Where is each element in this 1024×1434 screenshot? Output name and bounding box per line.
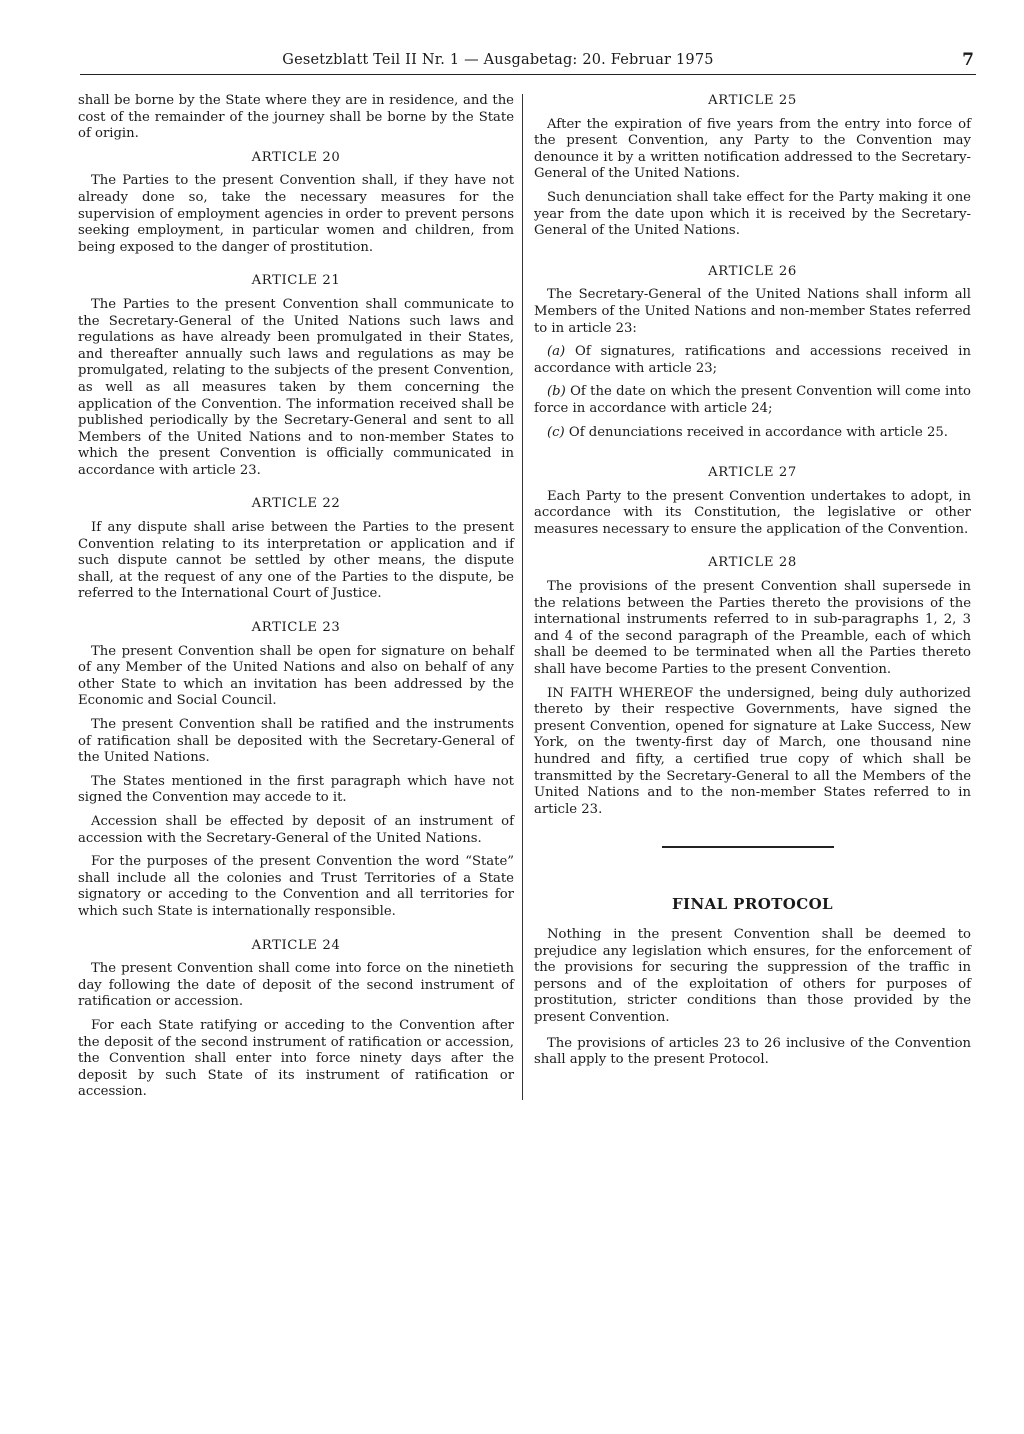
continuation-paragraph: shall be borne by the State where they are in residence, and the cost of the remainder of the journey shall be borne by the State of origin. [78,93,514,142]
final-protocol-title: FINAL PROTOCOL [672,895,833,914]
running-title: Gesetzblatt Teil II Nr. 1 — Ausgabetag: 20. Februar 1975 [282,52,714,68]
item-b-label: (b) [547,384,566,400]
article-24-paragraph-2: For each State ratifying or acceding to the Convention after the deposit of the second instrument of ratification or accession, the Convention shall enter into force ninety days after the deposit by such State of its instrument of ratification or accession. [78,1017,514,1100]
article-28-title: ARTICLE 28 [708,555,797,571]
article-25-paragraph-1: After the expiration of five years from the entry into force of the present Convention, any Party to the Convention may denounce it by a written notification addressed to the Secretary-General of the United Nations. [534,116,971,182]
article-26-item-a [534,344,971,377]
item-b-text: Of the date on which the present Convention will come into force in accordance with article 24; [534,384,971,416]
article-21-paragraph-1: The Parties to the present Convention shall communicate to the Secretary-General of the United Nations such laws and regulations as have already been promulgated in their States, and thereafter annually such laws and regulations as may be promulgated, relating to the subjects of the present Convention, as well as all measures taken by them concerning the application of the Convention. The information received shall be published periodically by the Secretary-General and sent to all Members of the United Nations and to non-member States to which the present Convention is officially communicated in accordance with article 23. [78,296,514,478]
article-25-title: ARTICLE 25 [708,93,797,108]
item-c-label: (c) [547,424,565,440]
article-26-title: ARTICLE 26 [708,263,797,279]
right-column [534,93,971,1069]
article-23-paragraph-2: The present Convention shall be ratified and the instruments of ratification shall be deposited with the Secretary-General of the United Nations. [78,717,514,766]
article-22-paragraph-1: If any dispute shall arise between the Parties to the present Convention relating to its interpretation or application and if such dispute cannot be settled by other means, the dispute shall, at the request of any one of the Parties to the dispute, be referred to the International Court of Justice. [78,520,514,602]
article-26-paragraph-1: The Secretary-General of the United Nations shall inform all Members of the United Nations and non-member States referred to in article 23: [534,287,971,336]
article-26-item-b [534,384,971,417]
article-20-paragraph-1: The Parties to the present Convention shall, if they have not already done so, take the necessary measures for the supervision of employment agencies in order to prevent persons seeking employment, in particular women and children, from being exposed to the danger of prostitution. [78,173,514,255]
article-23-paragraph-5: For the purposes of the present Convention the word “State” shall include all the colonies and Trust Territories of a State signatory or acceding to the Convention and all territories for which such State is internationally responsible. [78,854,514,919]
article-28-paragraph-2: IN FAITH WHEREOF the undersigned, being duly authorized thereto by their respective Governments, have signed the present Convention, opened for signature at Lake Success, New York, on the twenty-first day of March, one thousand nine hundred and fifty, a certified true copy of which shall be transmitted by the Secretary-General to all the Members of the United Nations and to the non-member States referred to in article 23. [534,685,971,817]
article-28-paragraph-1: The provisions of the present Convention shall supersede in the relations between the Parties thereto the provisions of the international instruments referred to in sub-paragraphs 1, 2, 3 and 4 of the second paragraph of the Preamble, each of which shall be deemed to be terminated when all the Parties thereto shall have become Parties to the present Convention. [534,579,971,678]
article-26-item-c [534,425,971,442]
article-23-title: ARTICLE 23 [251,620,341,636]
item-a-label: (a) [547,344,566,360]
article-25-paragraph-2: Such denunciation shall take effect for the Party making it one year from the date upon which it is received by the Secretary-General of the United Nations. [534,189,971,239]
column-divider [522,94,523,1100]
article-20-title: ARTICLE 20 [251,149,341,165]
article-24-paragraph-1: The present Convention shall come into force on the ninetieth day following the date of deposit of the second instrument of ratification or accession. [78,961,514,1010]
final-protocol-paragraph-2: The provisions of articles 23 to 26 inclusive of the Convention shall apply to the present Protocol. [534,1035,971,1068]
article-27-title: ARTICLE 27 [708,465,797,481]
item-a-text: Of signatures, ratifications and accessions received in accordance with article 23; [534,344,971,376]
article-27-paragraph-1: Each Party to the present Convention undertakes to adopt, in accordance with its Constitution, the legislative or other measures necessary to ensure the application of the Convention. [534,488,971,537]
article-21-title: ARTICLE 21 [251,273,341,289]
article-23-paragraph-3: The States mentioned in the first paragraph which have not signed the Convention may accede to it. [78,773,514,806]
page-number: 7 [962,50,974,70]
article-23-paragraph-4: Accession shall be effected by deposit of an instrument of accession with the Secretary-General of the United Nations. [78,813,514,846]
article-24-title: ARTICLE 24 [251,937,341,953]
page-header [80,50,976,75]
article-23-paragraph-1: The present Convention shall be open for signature on behalf of any Member of the United Nations and also on behalf of any other State to which an invitation has been addressed by the Economic and Social Council. [78,643,514,709]
left-column [78,93,514,1101]
item-c-text: Of denunciations received in accordance with article 25. [568,424,948,440]
final-protocol-paragraph-1: Nothing in the present Convention shall be deemed to prejudice any legislation which ensures, for the enforcement of the provisions for securing the suppression of the traffic in persons and of the exploitation of others for purposes of prostitution, stricter conditions than those provided by the present Convention. [534,926,971,1025]
article-22-title: ARTICLE 22 [251,496,341,512]
